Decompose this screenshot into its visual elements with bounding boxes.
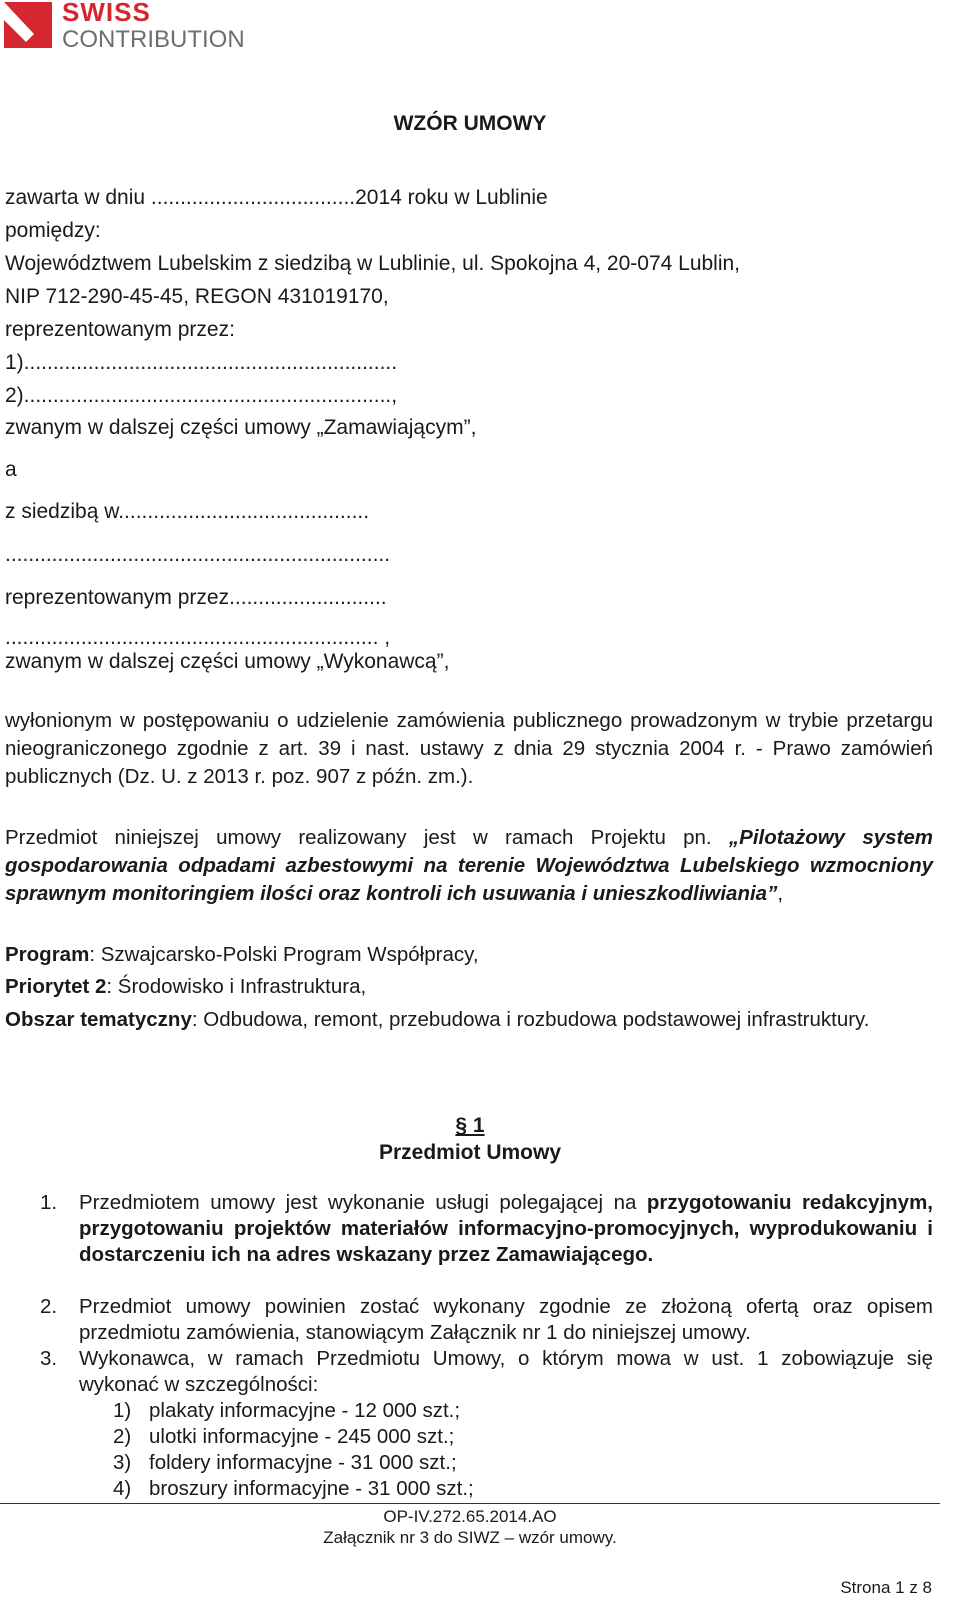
program-line	[5, 941, 933, 969]
footer-divider	[0, 1503, 940, 1504]
list-item	[40, 1346, 933, 1398]
project-tail: ,	[777, 882, 784, 905]
footer-reference: OP-IV.272.65.2014.AO	[383, 1507, 557, 1526]
contract-date-line: zawarta w dniu ...................................2014 roku w Lublinie	[5, 186, 548, 209]
list-item-text: Przedmiot umowy powinien zostać wykonany zgodnie ze złożoną ofertą oraz opisem przedmiotu zamówienia, stanowiącym Załącznik nr 1 do niniejszej umowy.	[79, 1295, 933, 1344]
sub-list-item: 4) broszury informacyjne - 31 000 szt.;	[113, 1477, 474, 1500]
contractor-seat-line: z siedzibą w...........................................	[5, 500, 370, 523]
program-label: Program	[5, 943, 90, 966]
list-item-number: 1.	[40, 1191, 58, 1214]
priority-line	[5, 973, 933, 1001]
project-name: „Pilotażowy system gospodarowania odpadami azbestowymi na terenie Województwa Lubelskiego wzmocniony sprawnym monitoringiem ilości oraz kontroli ich usuwania i unieszkodliwiania”	[5, 826, 933, 905]
and-line: a	[5, 458, 17, 481]
priority-value: : Środowisko i Infrastruktura,	[106, 975, 367, 998]
list-item-text: Wykonawca, w ramach Przedmiotu Umowy, o którym mowa w ust. 1 zobowiązuje się wykonać w szczególności:	[79, 1347, 933, 1396]
project-lead: Przedmiot niniejszej umowy realizowany jest w ramach Projektu pn.	[5, 826, 729, 849]
representative-2-line: 2)...............................................................,	[5, 384, 398, 407]
program-value: : Szwajcarsko-Polski Program Współpracy,	[89, 943, 479, 966]
area-value: : Odbudowa, remont, przebudowa i rozbudowa podstawowej infrastruktury.	[191, 1008, 870, 1031]
logo-text-swiss: SWISS	[62, 0, 151, 27]
employer-alias-line: zwanym w dalszej części umowy „Zamawiającym”,	[5, 416, 477, 439]
list-item	[40, 1190, 933, 1268]
logo-text-contribution: CONTRIBUTION	[62, 26, 245, 53]
employer-address-line: Województwem Lubelskim z siedzibą w Lublinie, ul. Spokojna 4, 20-074 Lublin,	[5, 252, 741, 275]
representative-1-line: 1)................................................................	[5, 351, 398, 374]
contractor-represented-line: reprezentowanym przez...........................	[5, 586, 387, 609]
project-paragraph	[5, 824, 933, 908]
list-item-number: 3.	[40, 1347, 58, 1370]
area-line	[5, 1006, 933, 1034]
footer-attachment: Załącznik nr 3 do SIWZ – wzór umowy.	[323, 1528, 617, 1547]
area-label: Obszar tematyczny	[5, 1008, 192, 1031]
between-line: pomiędzy:	[5, 219, 101, 242]
section-1-symbol: § 1	[455, 1114, 485, 1137]
logo-mark-icon	[4, 0, 52, 50]
intro-paragraph: wyłonionym w postępowaniu o udzielenie zamówienia publicznego prowadzonym w trybie przetargu nieograniczonego zgodnie z art. 39 i nast. ustawy z dnia 29 stycznia 2004 r. - Prawo zamówień publicznych (Dz. U. z 2013 r. poz. 907 z późn. zm.).	[5, 709, 933, 788]
page-number: Strona 1 z 8	[840, 1578, 932, 1597]
contractor-seat-continuation: ..................................................................	[5, 543, 391, 566]
sub-list-item: 1) plakaty informacyjne - 12 000 szt.;	[113, 1399, 461, 1422]
contractor-alias-line: zwanym w dalszej części umowy „Wykonawcą”,	[5, 650, 450, 673]
list-item	[40, 1294, 933, 1346]
list-item-bold-text: przygotowaniu redakcyjnym, przygotowaniu projektów materiałów informacyjno-promocyjnych, wyprodukowaniu i dostarczeniu ich na adres wskazany przez Zamawiającego.	[79, 1191, 933, 1266]
list-item-number: 2.	[40, 1295, 58, 1318]
sub-list-item: 3) foldery informacyjne - 31 000 szt.;	[113, 1451, 457, 1474]
sub-list-item: 2) ulotki informacyjne - 245 000 szt.;	[113, 1425, 455, 1448]
represented-by-line: reprezentowanym przez:	[5, 318, 235, 341]
employer-ids-line: NIP 712-290-45-45, REGON 431019170,	[5, 285, 389, 308]
priority-label: Priorytet 2	[5, 975, 107, 998]
document-title: WZÓR UMOWY	[393, 112, 547, 135]
list-item-text: Przedmiotem umowy jest wykonanie usługi polegającej na	[79, 1191, 647, 1214]
swiss-contribution-logo	[4, 0, 245, 53]
contractor-represented-continuation: ................................................................ ,	[5, 626, 391, 649]
section-1-heading: Przedmiot Umowy	[378, 1141, 562, 1164]
